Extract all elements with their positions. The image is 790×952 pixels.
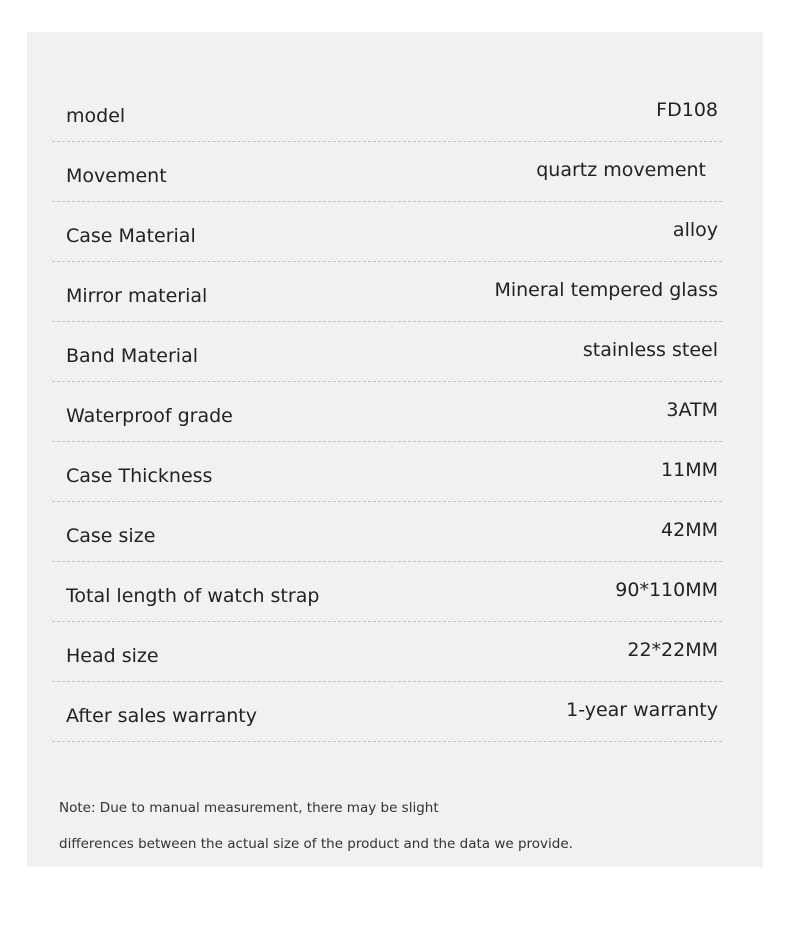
- spec-card: [27, 32, 763, 867]
- measurement-note: [59, 790, 739, 862]
- spec-label: Case Material: [66, 225, 196, 247]
- spec-label: Movement: [66, 165, 167, 187]
- spec-label: Total length of watch strap: [66, 585, 320, 607]
- spec-row-model: [52, 82, 722, 142]
- spec-value: Mineral tempered glass: [494, 279, 718, 301]
- spec-value: FD108: [656, 99, 718, 121]
- note-line-1: Note: Due to manual measurement, there may be slight: [59, 800, 439, 816]
- spec-value: quartz movement: [536, 159, 706, 181]
- spec-row-band-material: [52, 322, 722, 382]
- spec-label: Band Material: [66, 345, 199, 367]
- spec-value: 22*22MM: [627, 639, 718, 661]
- spec-row-movement: [52, 142, 722, 202]
- spec-table: [52, 82, 722, 742]
- spec-label: Case size: [66, 525, 156, 547]
- spec-label: model: [66, 105, 126, 127]
- spec-row-mirror-material: [52, 262, 722, 322]
- spec-label: Head size: [66, 645, 159, 667]
- spec-value: 11MM: [661, 459, 718, 481]
- spec-value: 90*110MM: [615, 579, 718, 601]
- spec-value: 1-year warranty: [566, 699, 718, 721]
- spec-row-head-size: [52, 622, 722, 682]
- spec-row-waterproof-grade: [52, 382, 722, 442]
- spec-label: Mirror material: [66, 285, 208, 307]
- spec-label: Case Thickness: [66, 465, 213, 487]
- spec-value: 42MM: [661, 519, 718, 541]
- spec-value: 3ATM: [666, 399, 718, 421]
- spec-row-warranty: [52, 682, 722, 742]
- spec-row-case-size: [52, 502, 722, 562]
- spec-row-case-thickness: [52, 442, 722, 502]
- spec-row-case-material: [52, 202, 722, 262]
- note-line-2: differences between the actual size of the product and the data we provide.: [59, 836, 573, 852]
- spec-value: stainless steel: [582, 339, 718, 361]
- spec-row-strap-length: [52, 562, 722, 622]
- spec-label: Waterproof grade: [66, 405, 233, 427]
- spec-value: alloy: [672, 219, 718, 241]
- spec-label: After sales warranty: [66, 705, 257, 727]
